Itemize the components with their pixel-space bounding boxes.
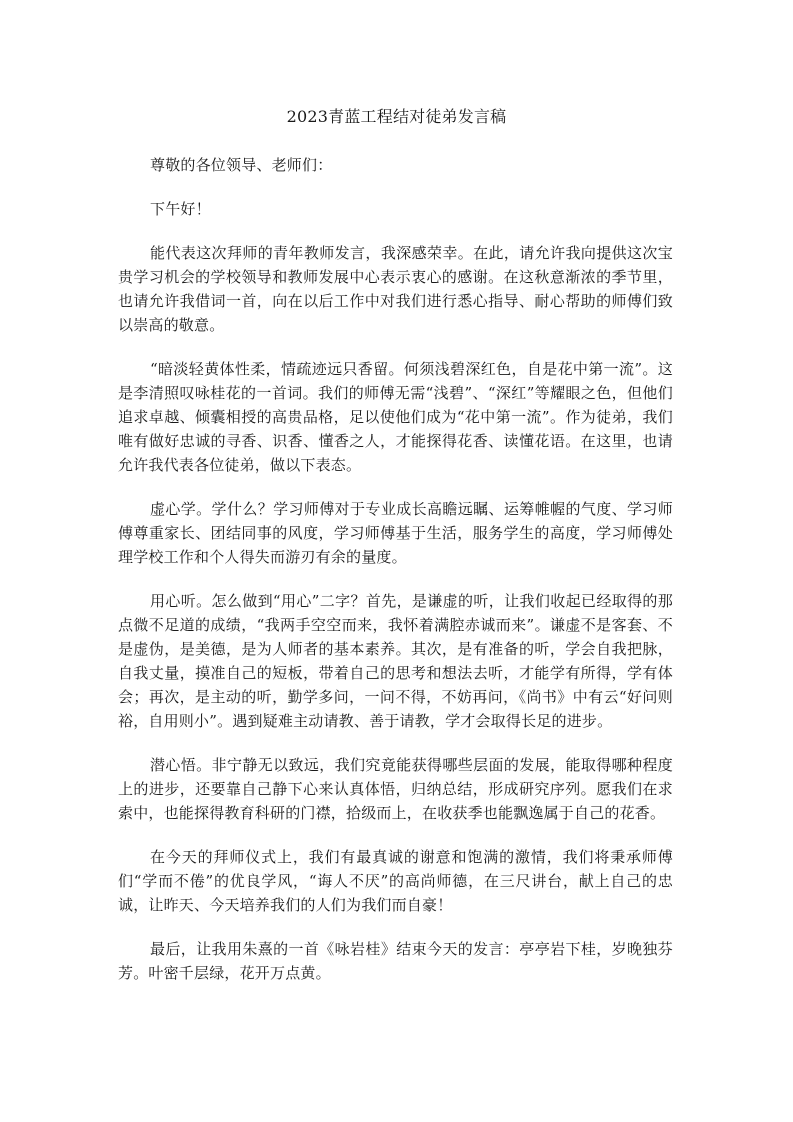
intro-paragraph: 能代表这次拜师的青年教师发言，我深感荣幸。在此，请允许我向提供这次宝贵学习机会的学校领导和教师发展中心表示衷心的感谢。在这秋意渐浓的季节里，也请允许我借词一首，向在以后工作中对我们进行悉心指导、耐心帮助的师傅们致以崇高的敬意。 (118, 244, 673, 334)
listen-paragraph: 用心听。怎么做到“用心”二字？首先，是谦虚的听，让我们收起已经取得的那点微不足道的成绩，“我两手空空而来，我怀着满腔赤诚而来”。谦虚不是客套、不是虚伪，是美德，是为人师者的基本素养。其次，是有准备的听，学会自我把脉，自我丈量，摸准自己的短板，带着自己的思考和想法去听，才能学有所得，学有体会；再次，是主动的听，勤学多问，一问不得，不妨再问，《尚书》中有云“好问则裕，自用则小”。遇到疑难主动请教、善于请教，学才会取得长足的进步。 (118, 592, 673, 730)
poem-paragraph: “暗淡轻黄体性柔，情疏迹远只香留。何须浅碧深红色，自是花中第一流”。这是李清照叹咏桂花的一首词。我们的师傅无需“浅碧”、“深红”等耀眼之色，但他们追求卓越、倾囊相授的高贵品格，足以使他们成为“花中第一流”。作为徒弟，我们唯有做好忠诚的寻香、识香、懂香之人，才能探得花香、读懂花语。在这里，也请允许我代表各位徒弟，做以下表态。 (118, 360, 673, 474)
closing-paragraph: 最后，让我用朱熹的一首《咏岩桂》结束今天的发言：亭亭岩下桂，岁晚独芬芳。叶密千层绿，花开万点黄。 (118, 940, 673, 982)
document-title: 2023青蓝工程结对徒弟发言稿 (286, 107, 507, 126)
document-body (118, 153, 673, 1005)
greeting-paragraph: 下午好！ (150, 200, 211, 218)
learn-paragraph: 虚心学。学什么？学习师傅对于专业成长高瞻远瞩、运筹帷幄的气度、学习师傅尊重家长、团结同事的风度，学习师傅基于生活，服务学生的高度，学习师傅处理学校工作和个人得失而游刃有余的量度。 (118, 500, 673, 566)
reflect-paragraph: 潜心悟。非宁静无以致远，我们究竟能获得哪些层面的发展，能取得哪种程度上的进步，还要靠自己静下心来认真体悟，归纳总结，形成研究序列。愿我们在求索中，也能探得教育科研的门襟，拾级而上，在收获季也能飘逸属于自己的花香。 (118, 756, 673, 822)
pledge-paragraph: 在今天的拜师仪式上，我们有最真诚的谢意和饱满的激情，我们将秉承师傅们“学而不倦”的优良学风，“诲人不厌”的高尚师德，在三尺讲台，献上自己的忠诚，让昨天、今天培养我们的人们为我们而自豪！ (118, 848, 673, 914)
salutation-paragraph: 尊敬的各位领导、老师们： (150, 156, 333, 174)
